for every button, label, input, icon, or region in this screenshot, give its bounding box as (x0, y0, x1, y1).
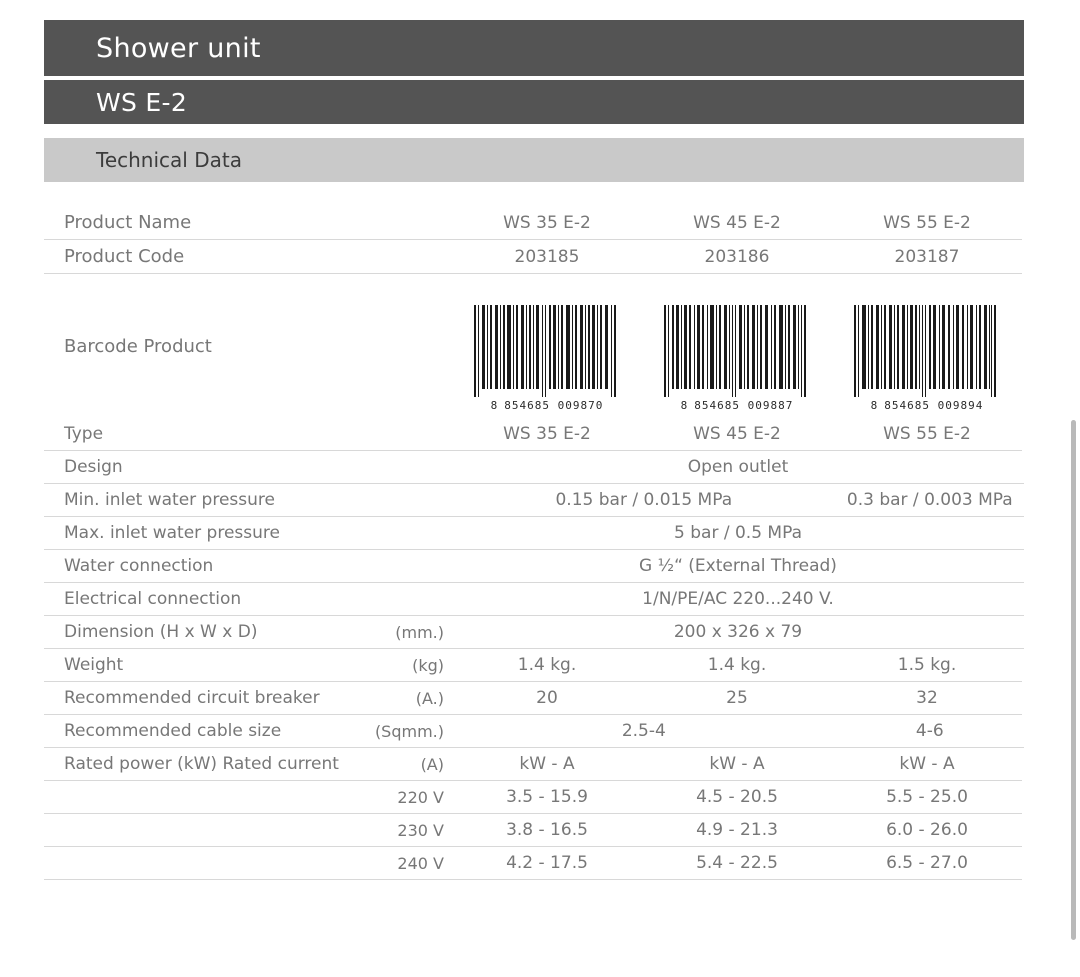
row-label-text: Water connection (64, 556, 214, 576)
barcode-lead-digit: 8 (870, 399, 879, 412)
table-row (44, 748, 1024, 781)
row-values (452, 451, 1024, 484)
table-cell: 3.5 - 15.9 (452, 781, 642, 814)
row-values (452, 206, 1024, 240)
barcode-cell (452, 274, 642, 418)
barcode-icon (664, 305, 810, 397)
row-label-text: Product Code (64, 246, 185, 267)
table-row (44, 451, 1024, 484)
barcode-rest-digits: 854685 009870 (504, 399, 604, 412)
row-label-text: Min. inlet water pressure (64, 490, 275, 510)
row-label-text: Rated power (kW) Rated current (64, 754, 339, 774)
table-row (44, 682, 1024, 715)
table-cell: 6.0 - 26.0 (832, 814, 1022, 847)
model-family-bar (44, 80, 1024, 124)
table-row (44, 616, 1024, 649)
table-cell: 3.8 - 16.5 (452, 814, 642, 847)
table-cell: WS 45 E-2 (642, 418, 832, 451)
row-unit: (A) (420, 754, 444, 774)
table-cell: 5.4 - 22.5 (642, 847, 832, 880)
row-unit: (kg) (412, 655, 444, 675)
table-cell: WS 35 E-2 (452, 206, 642, 240)
row-label (44, 847, 452, 880)
table-row (44, 715, 1024, 748)
barcode-lead-digit: 8 (490, 399, 499, 412)
row-values (452, 748, 1024, 781)
table-cell: 0.15 bar / 0.015 MPa (452, 484, 836, 517)
table-cell: 203185 (452, 240, 642, 274)
row-unit: 220 V (397, 787, 444, 807)
row-label-text: Weight (64, 655, 124, 675)
row-values (452, 418, 1024, 451)
row-label (44, 814, 452, 847)
table-cell: 6.5 - 27.0 (832, 847, 1022, 880)
row-label-text: Product Name (64, 212, 192, 233)
vertical-scrollbar[interactable] (1071, 420, 1076, 940)
row-values (452, 814, 1024, 847)
barcode-lead-digit: 8 (680, 399, 689, 412)
table-cell: 4.2 - 17.5 (452, 847, 642, 880)
row-label (44, 418, 452, 451)
row-label (44, 206, 452, 240)
table-row (44, 484, 1024, 517)
row-values (452, 715, 1024, 748)
table-cell: WS 55 E-2 (832, 418, 1022, 451)
row-values (452, 274, 1024, 418)
table-cell: 25 (642, 682, 832, 715)
barcode-digits (871, 399, 984, 412)
row-label-text: Recommended circuit breaker (64, 688, 320, 708)
table-row (44, 550, 1024, 583)
table-cell: 4.9 - 21.3 (642, 814, 832, 847)
row-label (44, 715, 452, 748)
row-label (44, 240, 452, 274)
row-label (44, 649, 452, 682)
specifications-table (44, 206, 1024, 880)
table-cell: 20 (452, 682, 642, 715)
table-cell: 5 bar / 0.5 MPa (452, 517, 1024, 550)
row-label (44, 484, 452, 517)
table-row (44, 847, 1024, 880)
table-cell: 32 (832, 682, 1022, 715)
product-category-title: Shower unit (96, 32, 261, 64)
model-family-title: WS E-2 (96, 87, 188, 117)
row-label-text: Max. inlet water pressure (64, 523, 280, 543)
barcode-digits (491, 399, 604, 412)
product-category-bar (44, 20, 1024, 76)
row-values (452, 240, 1024, 274)
row-label (44, 616, 452, 649)
table-cell: G ½“ (External Thread) (452, 550, 1024, 583)
row-unit: (mm.) (395, 622, 444, 642)
row-unit: (A.) (415, 688, 444, 708)
table-row (44, 583, 1024, 616)
row-values (452, 550, 1024, 583)
row-label-text: Type (64, 424, 104, 444)
barcode-cell (642, 274, 832, 418)
table-cell: WS 45 E-2 (642, 206, 832, 240)
row-values (452, 682, 1024, 715)
row-label-text: Recommended cable size (64, 721, 282, 741)
table-cell: 203187 (832, 240, 1022, 274)
table-row-barcode (44, 274, 1024, 418)
row-unit: (Sqmm.) (374, 721, 444, 741)
row-label-text: Dimension (H x W x D) (64, 622, 258, 642)
row-label-text: Electrical connection (64, 589, 242, 609)
barcode-rest-digits: 854685 009894 (884, 399, 984, 412)
table-row (44, 814, 1024, 847)
table-cell: 200 x 326 x 79 (452, 616, 1024, 649)
row-label (44, 682, 452, 715)
row-values (452, 616, 1024, 649)
row-label (44, 274, 452, 418)
barcode-digits (681, 399, 794, 412)
table-cell: 4.5 - 20.5 (642, 781, 832, 814)
row-values (452, 847, 1024, 880)
row-label (44, 517, 452, 550)
row-unit: 230 V (397, 820, 444, 840)
row-unit: 240 V (397, 853, 444, 873)
table-cell: 5.5 - 25.0 (832, 781, 1022, 814)
table-cell: kW - A (452, 748, 642, 781)
table-cell: 203186 (642, 240, 832, 274)
table-row (44, 517, 1024, 550)
row-label (44, 748, 452, 781)
row-label (44, 550, 452, 583)
table-row (44, 781, 1024, 814)
row-values (452, 781, 1024, 814)
table-cell: Open outlet (452, 451, 1024, 484)
table-row-product-code (44, 240, 1024, 274)
technical-data-section-bar (44, 138, 1024, 182)
barcode-icon (474, 305, 620, 397)
spec-rows-container (44, 418, 1024, 880)
row-values (452, 583, 1024, 616)
barcode-rest-digits: 854685 009887 (694, 399, 794, 412)
row-label (44, 583, 452, 616)
row-label-text: Design (64, 457, 123, 477)
table-cell: 0.3 bar / 0.003 MPa (836, 484, 1024, 517)
row-label (44, 451, 452, 484)
table-cell: kW - A (832, 748, 1022, 781)
table-cell: kW - A (642, 748, 832, 781)
table-row-product-name (44, 206, 1024, 240)
row-values (452, 649, 1024, 682)
row-label (44, 781, 452, 814)
barcode-icon (854, 305, 1000, 397)
table-cell: 4-6 (836, 715, 1024, 748)
table-row (44, 418, 1024, 451)
table-cell: WS 35 E-2 (452, 418, 642, 451)
table-cell: 2.5-4 (452, 715, 836, 748)
table-cell: 1.4 kg. (642, 649, 832, 682)
table-cell: 1.5 kg. (832, 649, 1022, 682)
row-values (452, 517, 1024, 550)
barcode-cell (832, 274, 1022, 418)
table-cell: WS 55 E-2 (832, 206, 1022, 240)
table-row (44, 649, 1024, 682)
table-cell: 1/N/PE/AC 220...240 V. (452, 583, 1024, 616)
row-label-text: Barcode Product (64, 335, 212, 357)
table-cell: 1.4 kg. (452, 649, 642, 682)
section-title: Technical Data (96, 148, 242, 172)
row-values (452, 484, 1024, 517)
